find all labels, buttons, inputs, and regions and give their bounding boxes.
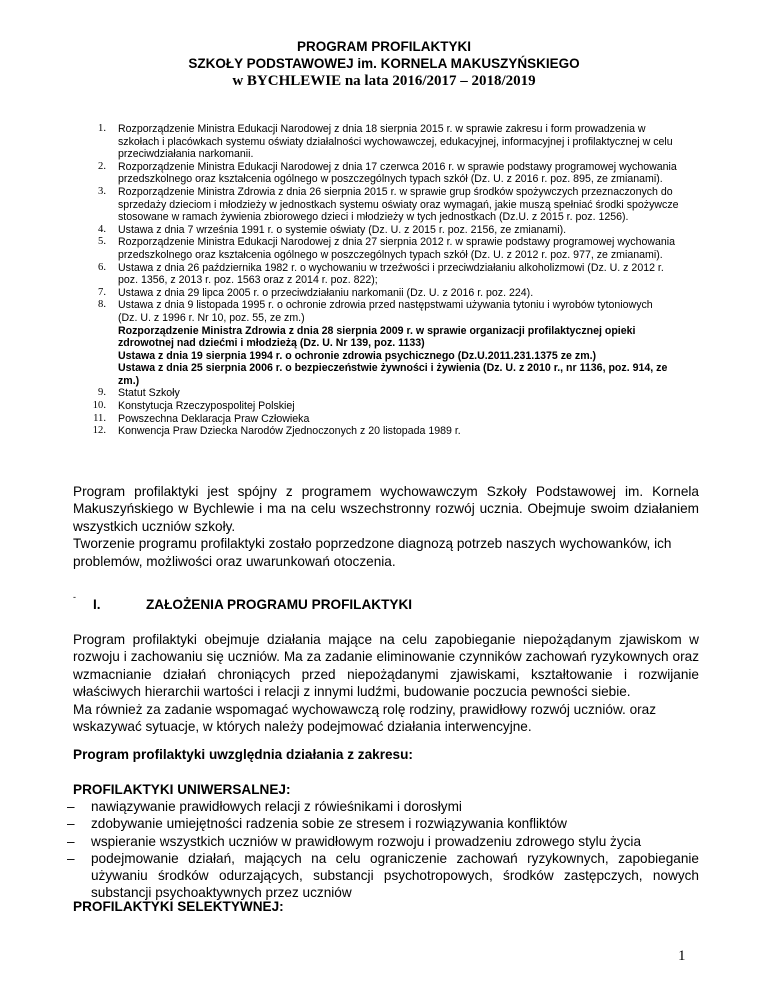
- reference-number: 1.: [98, 123, 106, 134]
- reference-number: 8.: [98, 299, 106, 311]
- intro-paragraph: Program profilaktyki jest spójny z programem wychowawczym Szkoły Podstawowej im. Kornela Makuszyńskiego w Bychlewie i ma na celu wszechstronny rozwój ucznia. Obejmuje swoim działaniem wszystkich uczniów szkoły.: [73, 484, 699, 534]
- reference-text: Ustawa z dnia 26 października 1982 r. o wychowaniu w trzeźwości i przeciwdziałaniu alkoholizmowi (Dz. U. z 2012 r. poz. 1356, z 2013 r. poz. 1563 oraz z 2014 r. poz. 822);: [118, 261, 664, 287]
- reference-text: Powszechna Deklaracja Praw Człowieka: [118, 412, 310, 425]
- section-number: I.: [93, 597, 101, 612]
- reference-subtext: (Dz. U. z 1996 r. Nr 10, poz. 55, ze zm.): [118, 311, 305, 324]
- list-item: [67, 798, 699, 815]
- reference-item: [0, 186, 768, 224]
- reference-item: [0, 299, 768, 387]
- reference-item: [0, 236, 768, 261]
- reference-number: 3.: [98, 185, 106, 197]
- scope-title: Program profilaktyki uwzględnia działania z zakresu:: [73, 747, 413, 762]
- page-number: 1: [678, 948, 686, 964]
- reference-text: Rozporządzenie Ministra Edukacji Narodowej z dnia 17 czerwca 2016 r. w sprawie podstawy programowej wychowania przedszkolnego oraz kształcenia ogólnego w poszczególnych typach szkół (Dz. U. z 2016 r. poz. 895, ze zmianami).: [118, 160, 677, 186]
- intro-section: [73, 483, 699, 570]
- universal-prevention-title: PROFILAKTYKI UNIWERSALNEJ:: [73, 782, 291, 797]
- list-item-text: nawiązywanie prawidłowych relacji z rówieśnikami i dorosłymi: [91, 799, 462, 814]
- reference-item: [0, 425, 768, 438]
- universal-prevention-list: [67, 798, 699, 902]
- reference-bold-line: Rozporządzenie Ministra Zdrowia z dnia 28 sierpnia 2009 r. w sprawie organizacji profilaktycznej opieki zdrowotnej nad dziećmi i młodzieżą (Dz. U. Nr 139, poz. 1133): [118, 324, 636, 350]
- reference-text: Rozporządzenie Ministra Edukacji Narodowej z dnia 27 sierpnia 2012 r. w sprawie podstawy programowej wychowania przedszkolnego oraz kształcenia ogólnego w poszczególnych typach szkół (Dz. U. z 2012 r. poz. 977, ze zmianami).: [118, 236, 676, 261]
- reference-number: 4.: [98, 223, 106, 235]
- stray-dash-mark: -: [73, 592, 76, 602]
- reference-number: 5.: [98, 236, 106, 248]
- selective-prevention-title: PROFILAKTYKI SELEKTYWNEJ:: [73, 899, 284, 914]
- reference-item: [0, 262, 768, 287]
- reference-bold-line: Ustawa z dnia 19 sierpnia 1994 r. o ochronie zdrowia psychicznego (Dz.U.2011.231.1375 ze zm.): [118, 349, 597, 362]
- list-item: [67, 815, 699, 832]
- reference-item: [0, 400, 768, 413]
- reference-text: Konstytucja Rzeczypospolitej Polskiej: [118, 400, 295, 413]
- en-dash-bullet: –: [67, 833, 75, 849]
- reference-text: Rozporządzenie Ministra Zdrowia z dnia 26 sierpnia 2015 r. w sprawie grup środków spożywczych przeznaczonych do sprzedaży dzieciom i młodzieży w jednostkach systemu oświaty oraz wymagań, jakie muszą spełniać środki spożywcze stosowane w ramach żywienia zbiorowego dzieci i młodzieży w tych jednostkach (Dz.U. z 2015 r. poz. 1256).: [118, 185, 679, 224]
- en-dash-bullet: –: [67, 816, 75, 832]
- section-heading: [93, 597, 412, 612]
- list-item-text: zdobywanie umiejętności radzenia sobie ze stresem i rozwiązywania konfliktów: [91, 816, 568, 832]
- reference-item: [0, 123, 768, 161]
- title-line-2: SZKOŁY PODSTAWOWEJ im. KORNELA MAKUSZYŃSKIEGO: [188, 56, 580, 71]
- reference-number: 10.: [92, 400, 106, 412]
- reference-number: 9.: [98, 387, 106, 399]
- list-item: [67, 833, 699, 850]
- reference-number: 7.: [98, 286, 106, 298]
- reference-text: Statut Szkoły: [118, 387, 180, 400]
- title-line-3: w BYCHLEWIE na lata 2016/2017 – 2018/2019: [232, 73, 536, 89]
- reference-item: [0, 224, 768, 237]
- reference-bold-line: Ustawa z dnia 25 sierpnia 2006 r. o bezpieczeństwie żywności i żywienia (Dz. U. z 2010 r., nr 1136, poz. 914, ze zm.): [118, 362, 668, 387]
- reference-number: 2.: [98, 160, 106, 172]
- list-item-text: podejmowanie działań, mających na celu ograniczenie zachowań ryzykownych, zapobieganie używaniu środków odurzających, substancji psychotropowych, środków zastępczych, nowych substancji psychoaktywnych przez uczniów: [91, 850, 699, 901]
- en-dash-bullet: –: [67, 850, 75, 866]
- reference-text: Ustawa z dnia 7 września 1991 r. o systemie oświaty (Dz. U. z 2015 r. poz. 2156, ze zmianami).: [118, 223, 567, 236]
- section-paragraph: Ma również za zadanie wspomagać wychowawczą rolę rodziny, prawidłowy rozwój uczniów. oraz wskazywać sytuacje, w których należy podejmować działania interwencyjne.: [73, 701, 657, 735]
- reference-text: Ustawa z dnia 9 listopada 1995 r. o ochronie zdrowia przed następstwami używania tytoniu i wyrobów tytoniowych: [118, 299, 653, 312]
- reference-item: [0, 287, 768, 300]
- section-body: [73, 631, 699, 735]
- section-title: ZAŁOŻENIA PROGRAMU PROFILAKTYKI: [146, 597, 413, 612]
- list-item: [67, 850, 699, 902]
- reference-text: Ustawa z dnia 29 lipca 2005 r. o przeciwdziałaniu narkomanii (Dz. U. z 2016 r. poz. 224).: [118, 286, 534, 299]
- en-dash-bullet: –: [67, 799, 75, 814]
- reference-item: [0, 161, 768, 186]
- intro-paragraph: Tworzenie programu profilaktyki zostało poprzedzone diagnozą potrzeb naszych wychowanków, ich problemów, możliwości oraz uwarunkowań otoczenia.: [73, 536, 672, 569]
- title-line-1: PROGRAM PROFILAKTYKI: [297, 39, 471, 54]
- section-paragraph: Program profilaktyki obejmuje działania mające na celu zapobieganie niepożądanym zjawiskom w rozwoju i zachowaniu się uczniów. Ma za zadanie eliminowanie czynników zachowań ryzykownych oraz wzmacnianie działań chroniących przed niepożądanymi zjawiskami, kształtowanie i rozwijanie właściwych hierarchii wartości i relacji z innymi ludźmi, budowanie poczucia pewności siebie.: [73, 632, 699, 700]
- reference-number: 12.: [92, 425, 106, 437]
- reference-item: [0, 387, 768, 400]
- reference-item: [0, 413, 768, 426]
- list-item-text: wspieranie wszystkich uczniów w prawidłowym rozwoju i prowadzeniu zdrowego stylu życia: [91, 833, 642, 849]
- reference-text: Rozporządzenie Ministra Edukacji Narodowej z dnia 18 sierpnia 2015 r. w sprawie zakresu i form prowadzenia w szkołach i placówkach systemu oświaty działalności wychowawczej, edukacyjnej, informacyjnej i profilaktycznej w celu przeciwdziałania narkomanii.: [118, 123, 673, 161]
- legal-references-list: [0, 123, 768, 438]
- reference-text: Konwencja Praw Dziecka Narodów Zjednoczonych z 20 listopada 1989 r.: [118, 425, 461, 438]
- reference-number: 6.: [98, 261, 106, 273]
- reference-number: 11.: [93, 412, 106, 424]
